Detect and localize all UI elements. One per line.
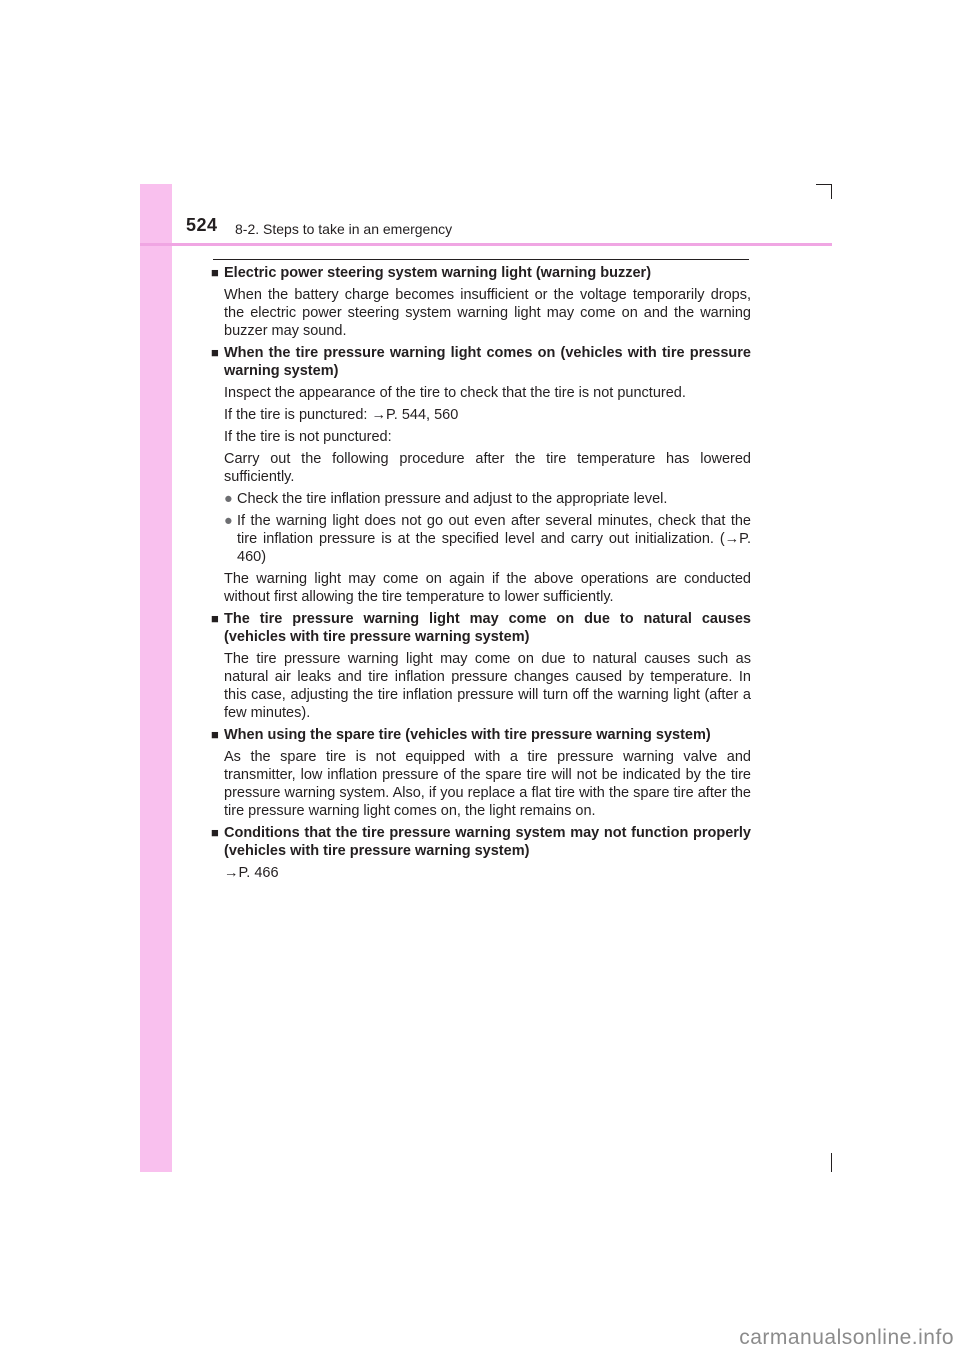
- paragraph: The warning light may come on again if the above operations are conducted without first allowing the tire temperature to lower sufficiently.: [224, 571, 751, 605]
- item-heading-text: When using the spare tire (vehicles with tire pressure warning system): [224, 727, 711, 743]
- paragraph: →P. 466: [224, 865, 279, 881]
- bullet-item: [224, 490, 751, 508]
- bullet-text: Check the tire inflation pressure and adjust to the appropriate level.: [237, 491, 668, 507]
- content-area: [211, 264, 751, 882]
- watermark: carmanualsonline.info: [739, 1326, 954, 1349]
- paragraph: If the tire is not punctured:: [224, 429, 392, 445]
- circle-bullet-icon: ●: [224, 513, 233, 529]
- crop-mark-top-vertical: [831, 184, 832, 199]
- square-bullet-icon: ■: [211, 345, 219, 360]
- square-bullet-icon: ■: [211, 611, 219, 626]
- item-heading: [211, 726, 751, 744]
- item-heading: [211, 610, 751, 646]
- paragraph: When the battery charge becomes insufficient or the voltage temporarily drops, the electric power steering system warning light may come on and the warning buzzer may sound.: [224, 287, 751, 339]
- item-heading: [211, 344, 751, 380]
- bullet-text: If the warning light does not go out even after several minutes, check that the tire inflation pressure is at the specified level and carry out initialization. (→P. 460): [237, 513, 751, 565]
- item-heading-text: Electric power steering system warning light (warning buzzer): [224, 265, 652, 281]
- section-title: 8-2. Steps to take in an emergency: [235, 221, 453, 237]
- paragraph: If the tire is punctured: →P. 544, 560: [224, 407, 459, 423]
- crop-mark-top: [816, 184, 832, 185]
- square-bullet-icon: ■: [211, 825, 219, 840]
- square-bullet-icon: ■: [211, 727, 219, 742]
- bullet-item: [224, 512, 751, 566]
- content-divider: [213, 259, 749, 260]
- page-number: 524: [186, 215, 218, 235]
- item-heading-text: Conditions that the tire pressure warning system may not function properly (vehicles with tire pressure warning system): [224, 825, 751, 859]
- paragraph: As the spare tire is not equipped with a tire pressure warning valve and transmitter, low inflation pressure of the spare tire will not be indicated by the tire pressure warning system. Also, if you replace a flat tire with the spare tire after the tire pressure warning light comes on, the light remains on.: [224, 749, 751, 819]
- item-heading: [211, 264, 751, 282]
- item-heading-text: The tire pressure warning light may come on due to natural causes (vehicles with tire pressure warning system): [224, 611, 751, 645]
- crop-mark-bottom: [831, 1153, 832, 1172]
- side-tab: [140, 184, 172, 1172]
- item-heading: [211, 824, 751, 860]
- header-rule: [140, 243, 832, 246]
- circle-bullet-icon: ●: [224, 491, 233, 507]
- paragraph: Carry out the following procedure after the tire temperature has lowered sufficiently.: [224, 451, 751, 485]
- paragraph: The tire pressure warning light may come on due to natural causes such as natural air leaks and tire inflation pressure changes caused by temperature. In this case, adjusting the tire inflation pressure will turn off the warning light (after a few minutes).: [224, 651, 751, 721]
- square-bullet-icon: ■: [211, 265, 219, 280]
- item-heading-text: When the tire pressure warning light comes on (vehicles with tire pressure warning system): [224, 345, 751, 379]
- paragraph: Inspect the appearance of the tire to check that the tire is not punctured.: [224, 385, 686, 401]
